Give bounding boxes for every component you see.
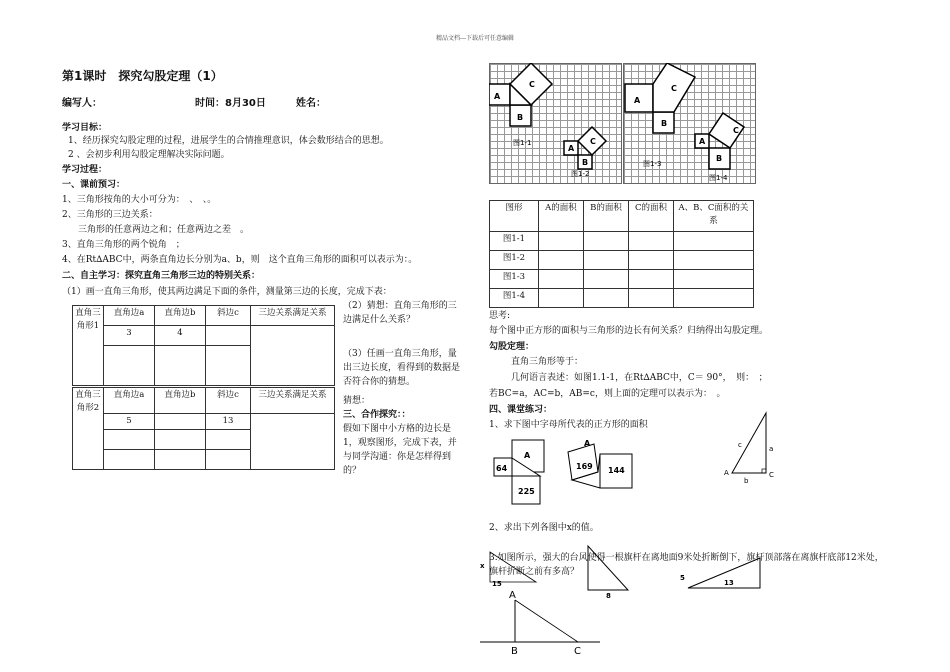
cell[interactable] (206, 430, 251, 450)
label-b: B (517, 113, 524, 122)
cell[interactable] (206, 450, 251, 470)
cell[interactable] (206, 346, 251, 386)
header-cell: 直角边a (104, 306, 155, 326)
cell[interactable] (104, 346, 155, 386)
cell[interactable] (155, 450, 206, 470)
theorem-line: 直角三角形等于： (511, 357, 584, 367)
q2-13: 13 (724, 579, 734, 587)
fig-label: 图1-2 (571, 170, 590, 178)
cell[interactable] (539, 251, 584, 270)
meta-name: 姓名： (296, 98, 326, 109)
cell[interactable] (104, 450, 155, 470)
meta-time: 时间：8月30日 (195, 98, 266, 109)
q2-15: 15 (492, 580, 502, 588)
cell[interactable] (155, 430, 206, 450)
q1-label-169: 169 (576, 462, 593, 471)
header-cell: 三边关系满足关系 (251, 388, 335, 414)
cell[interactable] (674, 289, 754, 308)
tri-c: c (738, 441, 742, 449)
header-cell: 直角边b (155, 388, 206, 414)
cell[interactable] (539, 270, 584, 289)
fig-label: 图1-3 (643, 160, 662, 168)
label-b: B (716, 154, 723, 163)
cell[interactable] (155, 346, 206, 386)
meta-author: 编写人： (62, 98, 102, 109)
q1-label-a: A (524, 451, 531, 460)
header-cell: 直角边a (104, 388, 155, 414)
label-c: C (529, 80, 535, 89)
q2-5: 5 (680, 574, 685, 582)
square-area-figures (490, 438, 660, 518)
cell-a: 3 (104, 326, 155, 346)
header-cell: B的面积 (584, 201, 629, 232)
preview-heading: 一、课前预习： (62, 180, 126, 190)
relation-cell[interactable] (251, 326, 335, 386)
row-label: 图1-2 (490, 251, 539, 270)
row-label: 图1-1 (490, 232, 539, 251)
header-cell: C的面积 (629, 201, 674, 232)
cell[interactable] (584, 270, 629, 289)
q1-label-64: 64 (496, 464, 508, 473)
exercise-q1: 1、求下图中字母所代表的正方形的面积 (489, 420, 648, 430)
process-heading: 学习过程： (62, 165, 108, 175)
label-a: A (494, 92, 501, 101)
flagpole-figure (478, 588, 618, 672)
cell[interactable] (629, 232, 674, 251)
tri-A: A (724, 469, 729, 477)
task1-text: （1）画一直角三角形，使其两边满足下面的条件，测量第三边的长度，完成下表： (62, 287, 392, 297)
label-c: C (590, 137, 596, 146)
measure-table-1 (72, 305, 335, 386)
header-cell: 图形 (490, 201, 539, 232)
goal-item: 1、经历探究勾股定理的过程，进展学生的合情推理意识，体会数形结合的思想。 (68, 136, 389, 146)
q1-label-225: 225 (518, 487, 535, 496)
preview-line: 三角形的任意两边之和；任意两边之差 。 (78, 225, 250, 235)
preview-line: 3、直角三角形的两个锐角 ； (62, 240, 185, 250)
header-cell: 斜边c (206, 388, 251, 414)
theorem-line: 若BC=a，AC=b，AB=c，则上面的定理可以表示为： 。 (489, 389, 726, 399)
preview-line: 4、在Rt∆ABC中，两条直角边长分别为a、b，则 这个直角三角形的面积可以表示为：。 (62, 255, 418, 265)
cell[interactable] (539, 232, 584, 251)
cell[interactable] (584, 232, 629, 251)
cell[interactable] (674, 251, 754, 270)
page-header: 精品文档---下载后可任意编辑 (435, 35, 515, 42)
theorem-heading: 勾股定理： (489, 342, 535, 352)
fig-label: 图1-1 (513, 139, 532, 147)
exercise-q2: 2、求出下列各图中x的值。 (489, 523, 599, 533)
header-cell: A、B、C面积的关系 (674, 201, 754, 232)
cell-a: 5 (104, 414, 155, 430)
cell-b: 4 (155, 326, 206, 346)
right-triangle-figure (718, 405, 788, 490)
row-label: 图1-4 (490, 289, 539, 308)
label-a: A (699, 137, 706, 146)
measure-table-2 (72, 387, 335, 470)
goal-item: 2 、会初步利用勾股定理解决实际问题。 (68, 150, 230, 160)
header-cell: A的面积 (539, 201, 584, 232)
relation-cell[interactable] (251, 414, 335, 470)
guess-label: 猜想： (343, 396, 371, 406)
exercise-q3: 3.如图所示，强大的台风使得一根旗杆在离地面9米处折断倒下，旗杆顶部落在离旗杆底部12米处，旗杆折断之前有多高？ (489, 553, 884, 577)
header-cell: 三边关系满足关系 (251, 306, 335, 326)
tri-C: C (769, 471, 774, 479)
label-c: C (671, 84, 677, 93)
cell[interactable] (674, 270, 754, 289)
cell[interactable] (104, 430, 155, 450)
guess-2: （2）猜想：直角三角形的三边满足什么关系？ (343, 301, 457, 325)
preview-line: 1、三角形按角的大小可分为： 、 、。 (62, 195, 217, 205)
q1-label-144: 144 (608, 466, 625, 475)
tri-b: b (744, 477, 749, 485)
area-table (489, 200, 754, 308)
fig-label: 图1-4 (709, 174, 728, 182)
q2-x: x (480, 562, 485, 570)
theorem-line: 几何语言表述：如图1.1-1，在Rt∆ABC中，C＝ 90°， 则： ； (511, 373, 768, 383)
pythagoras-grid-figures (489, 63, 754, 183)
goals-heading: 学习目标： (62, 123, 108, 133)
q2-8: 8 (606, 592, 611, 600)
coop-text: 假如下图中小方格的边长是1，观察图形，完成下表，并与同学沟通：你是怎样得到的？ (343, 424, 457, 476)
row-label: 直角三角形2 (73, 388, 104, 470)
cell[interactable] (629, 270, 674, 289)
pole-A: A (509, 590, 516, 601)
coop-heading: 三、合作探究：： (343, 410, 411, 420)
pole-C: C (574, 646, 581, 657)
label-a: A (568, 144, 575, 153)
lesson-title: 第1课时 探究勾股定理（1） (62, 69, 223, 83)
pole-B: B (511, 646, 518, 657)
cell[interactable] (629, 251, 674, 270)
think-text: 每个图中正方形的面积与三角形的边长有何关系？归纳得出勾股定理。 (489, 326, 769, 336)
cell[interactable] (584, 251, 629, 270)
label-b: B (582, 158, 589, 167)
label-b: B (661, 119, 668, 128)
self-study-heading: 二、自主学习：探究直角三角形三边的特别关系： (62, 271, 261, 281)
cell-c: 13 (206, 414, 251, 430)
cell-c[interactable] (206, 326, 251, 346)
row-label: 图1-3 (490, 270, 539, 289)
cell[interactable] (674, 232, 754, 251)
cell[interactable] (629, 289, 674, 308)
cell-b[interactable] (155, 414, 206, 430)
task-3: （3）任画一直角三角形，量出三边长度，看得到的数据是否符合你的猜想。 (343, 349, 461, 387)
header-cell: 斜边c (206, 306, 251, 326)
row-label: 直角三角形1 (73, 306, 104, 386)
tri-a: a (769, 445, 774, 453)
label-c: C (733, 126, 739, 135)
cell[interactable] (584, 289, 629, 308)
think-label: 思考: (489, 311, 511, 321)
exercise-heading: 四、课堂练习： (489, 405, 553, 415)
q1-label-a2: A (584, 439, 591, 448)
preview-line: 2、三角形的三边关系： (62, 210, 158, 220)
label-a: A (634, 96, 641, 105)
cell[interactable] (539, 289, 584, 308)
header-cell: 直角边b (155, 306, 206, 326)
